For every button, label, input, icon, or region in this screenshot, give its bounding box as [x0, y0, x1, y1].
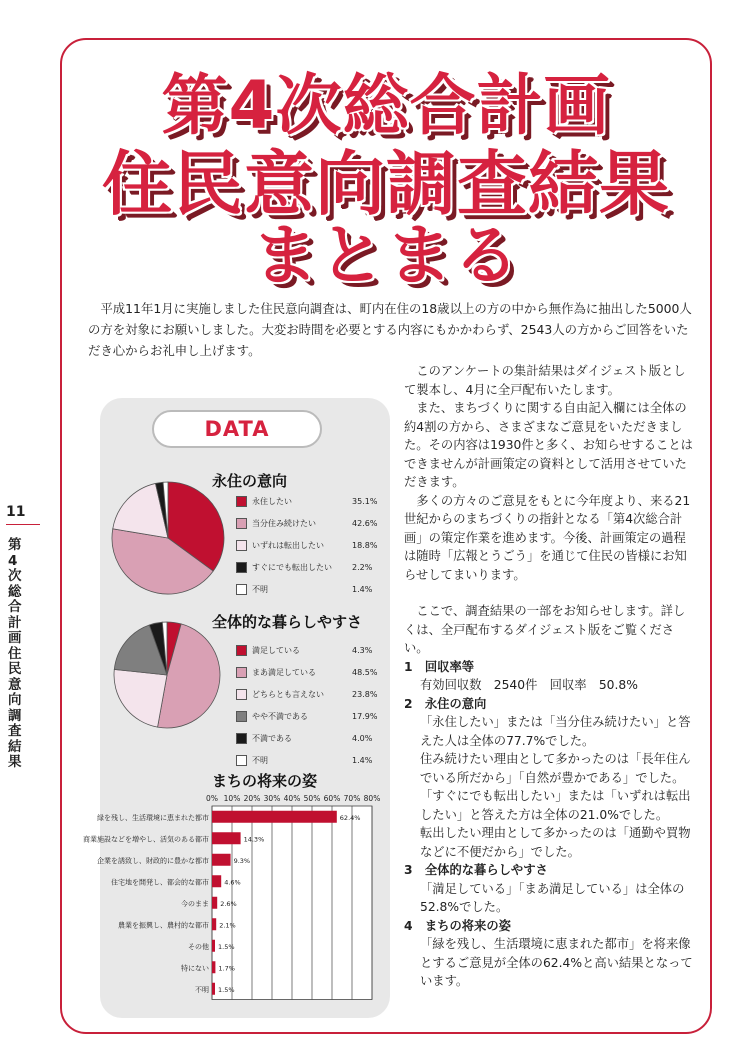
category-label: 緑を残し、生活環境に恵まれた都市: [97, 813, 209, 822]
page-number: 11: [6, 504, 26, 520]
pie-chart-permanent-residence: [110, 480, 226, 596]
section-1-body: 有効回収数 2540件 回収率 50.8%: [420, 678, 638, 692]
sidebar-vertical-title: 第4次総合計画住民意向調査結果: [8, 537, 22, 770]
legend-swatch: [236, 562, 247, 573]
bar-value-label: 2.1%: [219, 921, 236, 930]
legend-swatch: [236, 667, 247, 678]
pie-chart-livability: [112, 620, 222, 730]
section-2-heading: 2 永住の意向: [404, 696, 487, 711]
legend-label: どちらとも言えない: [252, 689, 324, 699]
legend-item: [236, 534, 386, 556]
paragraph-free-comments: また、まちづくりに関する自由記入欄には全体の約4割の方から、さまざまなご意見をいただきました。その内容は1930件と多く、お知らせすることはできませんが計画策定の資料として活用させていただきます。: [404, 401, 693, 489]
category-label: 農業を振興し、農村的な都市: [118, 921, 209, 930]
pie-slice-2: [114, 669, 167, 727]
x-tick-label: 20%: [243, 794, 261, 803]
bar-value-label: 9.3%: [233, 856, 251, 865]
legend-label: いずれは転出したい: [252, 540, 324, 550]
category-label: 不明: [195, 985, 209, 994]
bar-chart-future-town: [83, 788, 384, 1016]
x-tick-label: 80%: [363, 794, 381, 803]
sidebar-divider: [6, 524, 40, 525]
paragraph-plan: 多くの方々のご意見をもとに今年度より、来る21世紀からのまちづくりの指針となる「第4次総合計画」の策定作業を進めます。今後、計画策定の過程は随時「広報とうごう」を通じて住民の皆様にお知らせしてまいります。: [404, 493, 691, 582]
chart-2-title: 全体的な暮らしやすさ: [212, 613, 363, 631]
section-4-body: 「緑を残し、生活環境に恵まれた都市」を将来像とするご意見が全体の62.4%と高い結果となっています。: [420, 937, 693, 988]
legend-value: 17.9%: [352, 711, 378, 721]
legend-label: 不明: [252, 584, 268, 594]
category-label: 企業を誘致し、財政的に豊かな都市: [97, 856, 209, 865]
category-label: 住宅地を開発し、都会的な都市: [111, 878, 209, 887]
legend-label: 当分住み続けたい: [252, 518, 316, 528]
legend-label: まあ満足している: [252, 667, 316, 677]
legend-swatch: [236, 689, 247, 700]
legend-item: [236, 578, 386, 600]
legend-swatch: [236, 711, 247, 722]
section-2-body-4: 転出したい理由として多かったのは「通勤や買物などに不便だから」でした。: [420, 826, 691, 859]
x-tick-label: 50%: [303, 794, 321, 803]
legend-value: 2.2%: [352, 562, 373, 572]
legend-swatch: [236, 496, 247, 507]
x-tick-label: 30%: [263, 794, 281, 803]
category-label: 特にない: [181, 964, 209, 973]
chart-1-title: 永住の意向: [212, 472, 288, 490]
legend-item: [236, 661, 386, 683]
category-label: 今のまま: [181, 899, 209, 908]
bar: [212, 940, 215, 952]
legend-swatch: [236, 518, 247, 529]
legend-item: [236, 727, 386, 749]
legend-swatch: [236, 645, 247, 656]
section-3-heading: 3 全体的な暮らしやすさ: [404, 863, 548, 877]
legend-label: 満足している: [252, 645, 300, 655]
intro-paragraph: 平成11年1月に実施しました住民意向調査は、町内在住の18歳以上の方の中から無作為に抽出した5000人の方を対象にお願いしました。大変お時間を必要とする内容にもかかわらず、2543人の方からご回答をいただき心からお礼申し上げます。: [88, 301, 692, 358]
legend-item: [236, 512, 386, 534]
bar-value-label: 14.3%: [243, 835, 265, 844]
legend-label: やや不満である: [252, 711, 308, 721]
legend-label: すぐにでも転出したい: [252, 562, 332, 572]
legend-value: 35.1%: [352, 496, 378, 506]
bar: [212, 832, 241, 844]
legend-value: 1.4%: [352, 755, 373, 765]
section-4-heading: 4 まちの将来の姿: [404, 918, 511, 933]
bar: [212, 811, 337, 823]
bar-value-label: 1.5%: [218, 985, 235, 994]
right-column: [404, 362, 696, 991]
legend-item: [236, 683, 386, 705]
title-line-3: まとまる: [252, 217, 520, 294]
x-tick-label: 60%: [323, 794, 341, 803]
bar-value-label: 4.6%: [224, 878, 241, 887]
legend-value: 42.6%: [352, 518, 378, 528]
bar: [212, 854, 231, 866]
section-3-body: 「満足している」「まあ満足している」は全体の52.8%でした。: [420, 881, 685, 914]
title-line-1: 第4次総合計画: [161, 67, 611, 144]
x-tick-label: 10%: [223, 794, 241, 803]
bar: [212, 983, 215, 995]
legend-value: 4.3%: [352, 645, 373, 655]
legend-value: 1.4%: [352, 584, 373, 594]
legend-swatch: [236, 584, 247, 595]
section-2-body-3: 「すぐにでも転出したい」または「いずれは転出したい」と答えた方は全体の21.0%でした。: [420, 789, 691, 822]
legend-value: 48.5%: [352, 667, 378, 677]
legend-item: [236, 490, 386, 512]
legend-item: [236, 749, 386, 771]
x-tick-label: 70%: [343, 794, 361, 803]
title-line-2: 住民意向調査結果: [102, 143, 670, 225]
section-1-heading: 1 回収率等: [404, 659, 475, 674]
legend-item: [236, 639, 386, 661]
bar: [212, 897, 217, 909]
bar: [212, 918, 216, 930]
legend-value: 4.0%: [352, 733, 373, 743]
chart-2-legend: [236, 639, 386, 771]
legend-swatch: [236, 733, 247, 744]
legend-swatch: [236, 755, 247, 766]
legend-label: 不満である: [252, 733, 292, 743]
legend-swatch: [236, 540, 247, 551]
data-badge: DATA: [152, 410, 322, 448]
legend-label: 永住したい: [252, 496, 292, 506]
bar-value-label: 2.6%: [220, 899, 237, 908]
chart-1-legend: [236, 490, 386, 600]
bar: [212, 875, 221, 887]
paragraph-results-intro: ここで、調査結果の一部をお知らせします。詳しくは、全戸配布するダイジェスト版をご覧ください。: [404, 604, 686, 655]
bar-value-label: 62.4%: [339, 813, 361, 822]
legend-item: [236, 556, 386, 578]
legend-item: [236, 705, 386, 727]
section-2-body-2: 住み続けたい理由として多かったのは「長年住んでいる所だから」「自然が豊かである」でした。: [420, 752, 691, 785]
chart-3-title: まちの将来の姿: [212, 772, 318, 790]
category-label: 商業施設などを増やし、活気のある都市: [83, 835, 209, 844]
paragraph-digest: このアンケートの集計結果はダイジェスト版として製本し、4月に全戸配布いたします。: [404, 364, 686, 397]
legend-label: 不明: [252, 755, 268, 765]
x-tick-label: 0%: [206, 794, 218, 803]
section-2-body-1: 「永住したい」または「当分住み続けたい」と答えた人は全体の77.7%でした。: [420, 715, 691, 748]
legend-value: 23.8%: [352, 689, 378, 699]
bar-value-label: 1.7%: [218, 964, 235, 973]
bar-value-label: 1.5%: [218, 942, 235, 951]
x-tick-label: 40%: [283, 794, 301, 803]
legend-value: 18.8%: [352, 540, 378, 550]
category-label: その他: [188, 942, 209, 951]
bar: [212, 961, 215, 973]
